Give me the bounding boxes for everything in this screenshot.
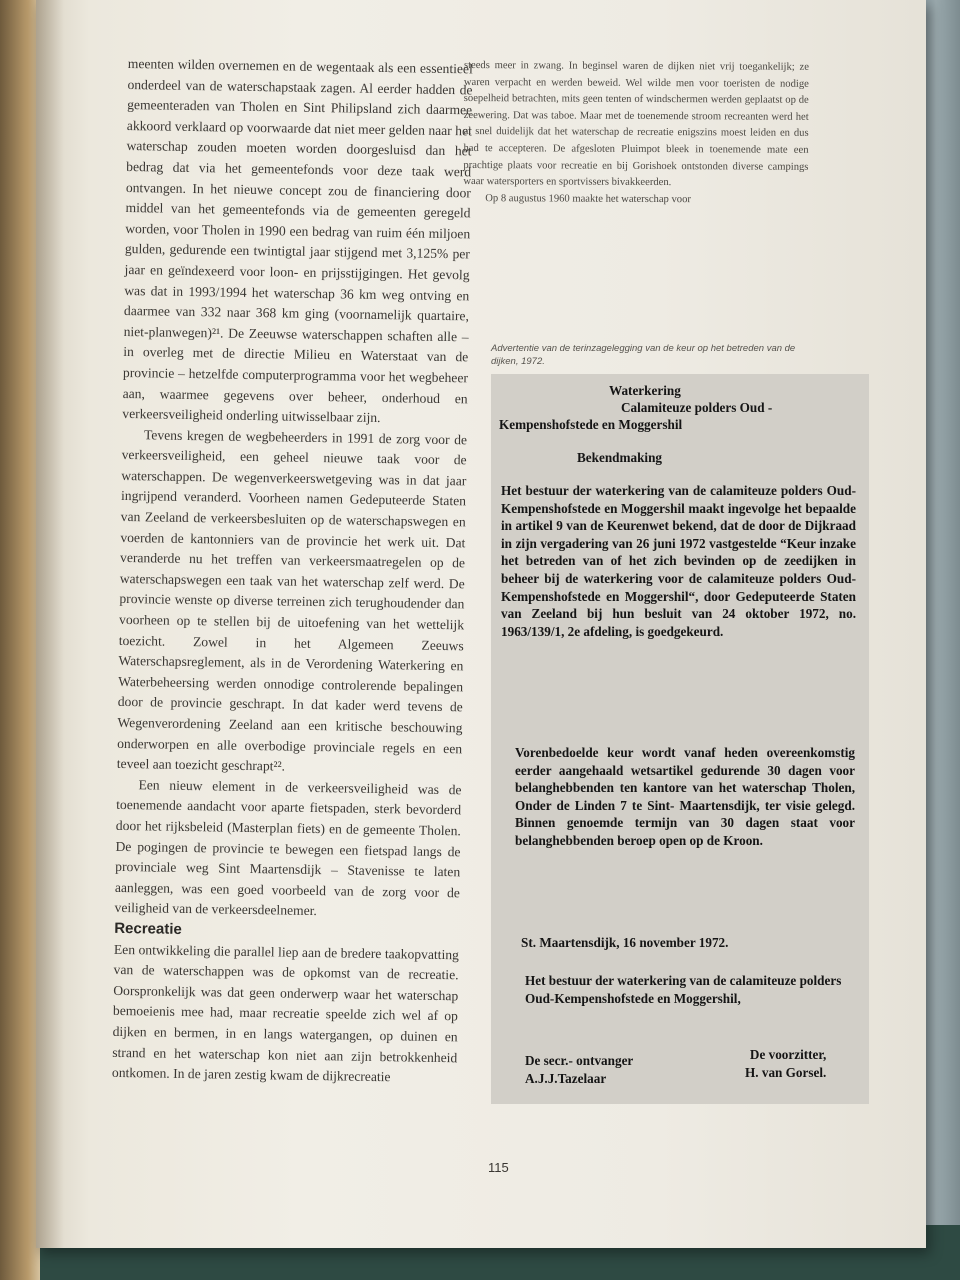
ad-secretary	[525, 1052, 633, 1087]
ad-title-line-1: Waterkering	[609, 383, 681, 398]
paragraph-verkeersveiligheid: Tevens kregen de wegbeheerders in 1991 de zorg voor de verkeersveiligheid, een geheel nieuwe taak voor de waterschappen. De wegenverkeerswetgeving was in dat jaar ingrijpend veranderd. Voorheen namen Gedeputeerde Staten van Zeeland de verkeersbesluiten op de waterschapswegen en voerden de kantonniers van de provincie het werk uit. Dat veranderde nu het treffen van verkeersmaatregelen op de waterschapswegen een taak van het waterschap zelf werd. De provincie wenste op diverse terreinen zich terughoudender dan voorheen op te stellen bij de uitoefening van het wettelijk toezicht. Zowel in het Algemeen Zeeuws Waterschapsreglement, als in de Verordening Waterkering en Waterbeheersing werden onnodige controlerende bepalingen door de provincie geschrapt. In dat kader werd tevens de Wegenverordening Zeeland aan een kritische beschouwing onderworpen en alle overbodige provinciale regels en een teveel aan toezicht geschrapt²².	[116, 426, 468, 774]
ad-body-paragraph-1: Het bestuur der waterkering van de calamiteuze polders Oud-Kempenshofstede en Moggershil maakt ingevolge het bepaalde in artikel 9 van de Keurenwet bekend, dat de door de Dijkraad in zijn vergadering van 26 juni 1972 vastgestelde “Keur inzake het betreden van of het zich bevinden op de zeedijken in beheer bij de waterkering voor de calamiteuze polders Oud-Kempenshofstede en Moggershil“, door Gedeputeerde Staten van Zeeland bij hun besluit van 24 oktober 1972, no. 1963/139/1, 2e afdeling, is goedgekeurd.	[501, 483, 856, 639]
paragraph-recreatie: Een ontwikkeling die parallel liep aan de bredere taakopvatting van de waterschappen was de opkomst van de recreatie. Oorspronkelijk was dat geen onderwerp waar het waterschap bemoeienis mee had, maar recreatie speelde zich wel af op dijken en bermen, in en langs watergangen, op duinen en strand en het waterschap kon niet aan zijn betrokkenheid ontkomen. In de jaren zestig kwam de dijkrecreatie	[111, 941, 460, 1085]
advertisement-caption: Advertentie van de terinzagelegging van de keur op het betreden van de dijken, 1972.	[491, 343, 796, 367]
section-heading-recreatie: Recreatie	[114, 919, 182, 938]
ad-chair	[745, 1046, 826, 1081]
book-page	[36, 0, 926, 1248]
book-spine-edge	[0, 0, 40, 1280]
paragraph-dijkrecreatie: steeds meer in zwang. In beginsel waren de dijken niet vrij toegankelijk; ze waren verpacht en werden beweid. Wel wilde men voor toeristen de nodige soepelheid betrachten, mits geen tenten of windschermen werden geplaatst op de zeewering. Dat was taboe. Maar met de toenemende stroom recreanten werd het al snel duidelijk dat het waterschap de recreatie enigszins moest leiden en dus had te accepteren. De afgesloten Pluimpot bleek in toenemende mate een prachtige plaats voor recreatie en bij Gorishoek ontstonden diverse campings waar watersporters en sportvissers bivakkeerden.	[463, 59, 809, 189]
page-number: 115	[488, 1160, 509, 1175]
ad-secretary-name: A.J.J.Tazelaar	[525, 1070, 607, 1086]
ad-secretary-title: De secr.- ontvanger	[525, 1053, 634, 1068]
ad-title-line-2: Calamiteuze polders Oud -	[621, 400, 773, 415]
ad-subtitle: Bekendmaking	[577, 450, 663, 465]
right-text-column	[463, 58, 809, 209]
ad-title-line-3: Kempenshofstede en Moggershil	[499, 417, 683, 432]
advertisement-box	[491, 374, 869, 1104]
ad-chair-title: De voorzitter,	[749, 1047, 827, 1062]
ad-chair-name: H. van Gorsel.	[745, 1064, 827, 1080]
ad-body-paragraph-2: Vorenbedoelde keur wordt vanaf heden overeenkomstig eerder aangehaald wetsartikel gedurende 30 dagen voor belanghebbenden ten kantore van het waterschap Tholen, Onder de Linden 7 te Sint- Maartensdijk, ter visie gelegd. Binnen genoemde termijn van 30 dagen staat voor belanghebbenden beroep open op de Kroon.	[515, 745, 855, 848]
ad-closing: Het bestuur der waterkering van de calamiteuze polders Oud-Kempenshofstede en Moggershil,	[525, 973, 842, 1006]
paragraph-fietspaden: Een nieuw element in de verkeersveiligheid was de toenemende aandacht voor aparte fietspaden, sterk bevorderd door het rijksbeleid (Masterplan fiets) en de gemeente Tholen. De pogingen de provincie te bewegen een fietspad langs de provinciale weg Sint Maartensdijk – Stavenisse te laten aanleggen, was een goed voorbeeld van de zorg voor de veiligheid van de verkeersdeelnemer.	[114, 777, 462, 919]
ad-place-date: St. Maartensdijk, 16 november 1972.	[521, 935, 729, 950]
paragraph-1960: Op 8 augustus 1960 maakte het waterschap voor	[485, 192, 691, 205]
left-text-column	[112, 54, 473, 1089]
paragraph-wegen: meenten wilden overnemen en de wegentaak als een essentieel onderdeel van de waterschapstaak zagen. Al eerder hadden de gemeenteraden van Tholen en Sint Philipsland zich daarmee akkoord verklaard op voorwaarde dat niet meer gelden naar het waterschap zouden moeten worden doorgesluisd dan het bedrag dat via het gemeentefonds voor deze taak werd ontvangen. In het nieuwe concept zou de financiering door middel van het gemeentefonds via de gemeenten geregeld worden, voor Tholen in 1990 een bedrag van ruim één miljoen gulden, gedurende een twintigtal jaar stijgend met 3,125% per jaar en geïndexeerd voor loon- en prijsstijgingen. Het gevolg was dat in 1993/1994 het waterschap 36 km weg ontving en daarmee van 332 naar 368 km ging (voornamelijk quartaire, niet-planwegen)²¹. De Zeeuwse waterschappen schaften alle – in overleg met de directie Milieu en Waterstaat van de provincie – hetzelfde computerprogramma voor het wegbeheer aan, waarmee gegevens over beheer, onderhoud en verkeersveiligheid onderling uitwisselbaar zijn.	[122, 55, 473, 426]
